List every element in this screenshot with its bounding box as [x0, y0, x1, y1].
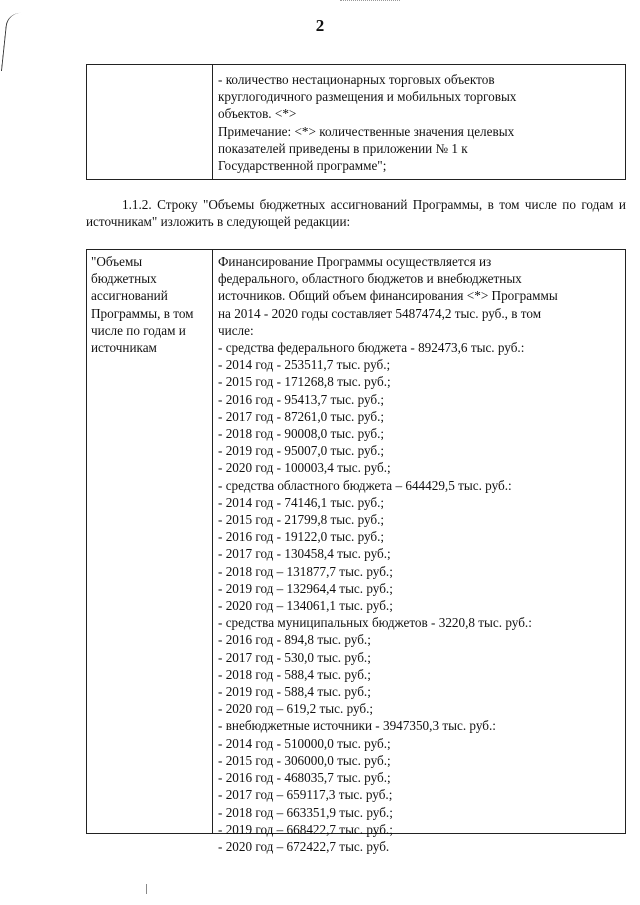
text-line: объектов. <*>: [218, 106, 297, 122]
text-line: - количество нестационарных торговых объектов: [218, 72, 495, 87]
federal-year-line: - 2015 год - 171268,8 тыс. руб.;: [218, 374, 391, 390]
municipal-year-line: - 2017 год - 530,0 тыс. руб.;: [218, 649, 371, 665]
federal-year-line: - 2020 год - 100003,4 тыс. руб.;: [218, 460, 391, 476]
regional-year-line: - 2015 год - 21799,8 тыс. руб.;: [218, 512, 385, 528]
municipal-year-line: - 2020 год – 619,2 тыс. руб.;: [218, 701, 374, 717]
municipal-budget-total: - средства муниципальных бюджетов - 3220,8 тыс. руб.:: [218, 615, 532, 631]
intro-paragraph: 1.1.2. Строку "Объемы бюджетных ассигнований Программы, в том числе по годам и источникам" изложить в следующей редакции:: [86, 197, 626, 229]
regional-year-line: - 2019 год – 132964,4 тыс. руб.;: [218, 580, 393, 596]
budget-table-right-cell: [214, 250, 625, 854]
extrabudgetary-total: - внебюджетные источники - 3947350,3 тыс. руб.:: [218, 718, 496, 734]
continuation-table: [86, 64, 626, 180]
row-title-line: ассигнований: [91, 288, 168, 304]
row-title-line: бюджетных: [91, 271, 157, 287]
extrabudgetary-year-line: - 2019 год – 668422,7 тыс. руб.;: [218, 821, 393, 837]
page-number: 2: [315, 16, 325, 35]
text-line: Примечание: <*> количественные значения целевых: [218, 123, 515, 139]
regional-year-line: - 2020 год – 134061,1 тыс. руб.;: [218, 598, 393, 614]
federal-year-line: - 2014 год - 253511,7 тыс. руб.;: [218, 357, 391, 373]
extrabudgetary-year-line: - 2016 год - 468035,7 тыс. руб.;: [218, 770, 391, 786]
row-title-line: числе по годам и: [91, 322, 186, 338]
continuation-table-left-cell: [87, 65, 213, 179]
row-title-line: "Объемы: [91, 254, 143, 269]
budget-table: [86, 249, 626, 854]
federal-year-line: - 2016 год - 95413,7 тыс. руб.;: [218, 391, 385, 407]
municipal-year-line: - 2018 год - 588,4 тыс. руб.;: [218, 666, 371, 682]
municipal-year-line: - 2019 год - 588,4 тыс. руб.;: [218, 684, 371, 700]
extrabudgetary-year-line: - 2020 год – 672422,7 тыс. руб.: [218, 838, 390, 854]
text-line: источников. Общий объем финансирования <*> Программы: [218, 288, 558, 304]
continuation-table-right-cell: [214, 65, 625, 179]
federal-year-line: - 2017 год - 87261,0 тыс. руб.;: [218, 408, 385, 424]
text-line: круглогодичного размещения и мобильных торговых: [218, 89, 517, 105]
text-line: Государственной программе";: [218, 158, 387, 174]
extrabudgetary-year-line: - 2018 год – 663351,9 тыс. руб.;: [218, 804, 393, 820]
federal-year-line: - 2019 год - 95007,0 тыс. руб.;: [218, 443, 385, 459]
municipal-year-line: - 2016 год - 894,8 тыс. руб.;: [218, 632, 371, 648]
extrabudgetary-year-line: - 2017 год – 659117,3 тыс. руб.;: [218, 787, 393, 803]
top-scribble: [340, 0, 400, 4]
text-line: Финансирование Программы осуществляется из: [218, 254, 492, 269]
text-line: на 2014 - 2020 годы составляет 5487474,2 тыс. руб., в том: [218, 305, 542, 321]
federal-year-line: - 2018 год - 90008,0 тыс. руб.;: [218, 426, 385, 442]
regional-year-line: - 2014 год - 74146,1 тыс. руб.;: [218, 494, 385, 510]
text-line: показателей приведены в приложении № 1 к: [218, 140, 468, 156]
row-title-line: Программы, в том: [91, 305, 194, 321]
text-line: федерального, областного бюджетов и внебюджетных: [218, 271, 522, 287]
extrabudgetary-year-line: - 2015 год - 306000,0 тыс. руб.;: [218, 752, 391, 768]
row-title-line: источникам: [91, 340, 157, 356]
scan-mark: [146, 884, 149, 894]
regional-year-line: - 2018 год – 131877,7 тыс. руб.;: [218, 563, 393, 579]
budget-table-left-cell: [87, 250, 213, 833]
regional-year-line: - 2017 год - 130458,4 тыс. руб.;: [218, 546, 391, 562]
extrabudgetary-year-line: - 2014 год - 510000,0 тыс. руб.;: [218, 735, 391, 751]
regional-budget-total: - средства областного бюджета – 644429,5 тыс. руб.:: [218, 477, 512, 493]
text-line: числе:: [218, 322, 254, 338]
regional-year-line: - 2016 год - 19122,0 тыс. руб.;: [218, 529, 385, 545]
federal-budget-total: - средства федерального бюджета - 892473,6 тыс. руб.:: [218, 340, 525, 356]
